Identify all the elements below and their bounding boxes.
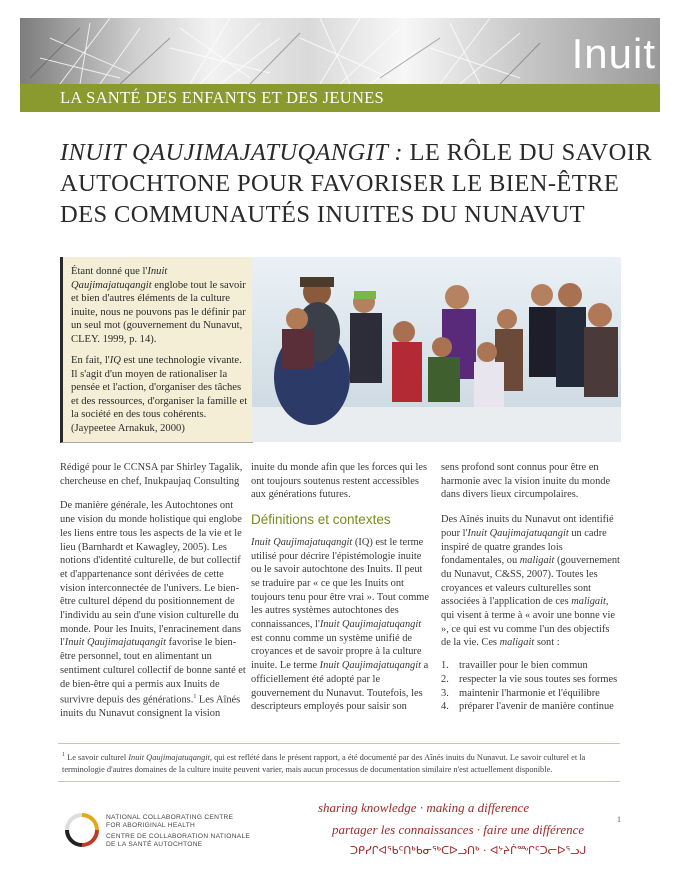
photo-illustration <box>252 257 621 442</box>
footnote-divider-bottom <box>58 781 620 782</box>
tagline-english: sharing knowledge · making a difference <box>318 800 530 815</box>
footnote: $^1$ Le savoir culturel Inuit Qaujimajatuqangit, qui est reflété dans le présent rapport, a été documenté par des Aînés inuits du Nunavut. Le savoir culturel et la terminologie d'autres domaines de la culture inuite peuvent varier, mais aucun processus de documentation similaire n'est actuellement disponible. <box>62 752 586 774</box>
list-item: 1. travailler pour le bien commun <box>441 660 588 672</box>
frosted-pine-illustration <box>20 18 660 84</box>
footnote-divider <box>58 743 620 744</box>
banner-title-inuit: Inuit <box>571 30 656 77</box>
column-3 <box>441 461 621 714</box>
header-banner-image <box>20 18 660 84</box>
col2-continuation: inuite du monde afin que les forces qui les ont toujours soutenus restent accessibles aux générations futures. <box>251 462 428 501</box>
section-heading-definitions: Définitions et contextes <box>251 512 391 528</box>
footnote-ref: 1 <box>193 694 197 701</box>
column-2 <box>251 461 429 714</box>
org-name-french: CENTRE DE COLLABORATION NATIONALE DE LA SANTÉ AUTOCHTONE <box>106 833 251 848</box>
col3-paragraph: Des Aînés inuits du Nunavut ont identifié pour l'Inuit Qaujimajatuqangit un cadre inspiré de quatre grandes lois fondamentales, ou maligait (gouvernement du Nunavut, C&SS, 2007). Toutes les croyances et valeurs culturelles sont associées à l'application de ces maligait, qui visent à terme à « avoir une bonne vie », ce qui est vu comme l'un des objectifs de la vie. Ces maligait sont : <box>441 514 620 649</box>
col1-paragraph: De manière générale, les Autochtones ont une vision du monde holistique qui englobe les liens entre tous les aspects de la vie et le lieu (Barnhardt et Kawagley, 2005). Les notions d'identité culturelle, de but collectif et d'appartenance sont dérivées de cette vision interconnectée de l'univers. Le bien-être culturel dépend du positionnement de l'individu au sein d'une vision culturelle du monde. Pour les Inuits, l'enracinement dans l'Inuit Qaujimajatuqangit favorise le bien-être personnel, tout en alimentant un sentiment culturel collectif de bonne santé et de bien-être qui a permis aux Inuits de survivre depuis des générations.$^1$ Les Aînés inuits du Nunavut consignent la vision <box>60 500 246 720</box>
tagline-french: partager les connaissances · faire une différence <box>332 822 585 837</box>
title-line3: DES COMMUNAUTÉS INUITES DU NUNAVUT <box>60 201 585 228</box>
sidebar-paragraph-2: En fait, l'IQ est une technologie vivante. Il s'agit d'un moyen de rationaliser la pensée et l'action, d'organiser des tâches et des ressources, d'organiser la famille et la société en des tous cohérents. (Jaypeetee Arnakuk, 2000) <box>71 355 248 434</box>
list-item: 2. respecter la vie sous toutes ses formes <box>441 673 618 685</box>
column-1 <box>60 461 246 721</box>
col3-continuation: sens profond sont connus pour être en harmonie avec la vision inuite du monde dans divers lieux circumpolaires. <box>441 462 611 501</box>
col2-paragraph: Inuit Qaujimajatuqangit (IQ) est le terme utilisé pour décrire l'épistémologie inuite ou le savoir autochtone des Inuits. Il peut se traduire par « ce que les Inuits ont toujours tenu pour être vrai ». Tout comme les autres systèmes autochtones des connaissances, l'Inuit Qaujimajatuqangit est connu comme un système unifié de croyances et de savoir propre à la culture inuite. Le terme Inuit Qaujimajatuqangit a officiellement été adopté par le gouvernement du Nunavut. Toutefois, les descripteurs employés pour saisir son <box>251 536 429 713</box>
children-group-photo <box>252 257 621 442</box>
title-line1: LE RÔLE DU SAVOIR <box>409 139 653 166</box>
page-title <box>60 137 660 230</box>
nccah-logo-icon <box>64 812 100 848</box>
title-italic-term: INUIT QAUJIMAJATUQANGIT : <box>60 139 403 166</box>
sidebar-paragraph-1: Étant donné que l'Inuit Qaujimajatuqangit englobe tout le savoir et bien d'autres éléments de la culture inuite, nous ne pouvons pas le définir par un seul mot (gouvernement du Nunavut, CLEY. 1999, p. 14). <box>71 266 246 345</box>
byline: Rédigé pour le CCNSA par Shirley Tagalik, chercheuse en chef, Inukpaujaq Consulting <box>60 462 243 487</box>
org-name-english: NATIONAL COLLABORATING CENTRE FOR ABORIGINAL HEALTH <box>106 814 234 829</box>
quote-sidebar <box>60 257 253 443</box>
tagline-syllabics: ᑐᑭᓯᒋᐊᖃᑦᑎᒃᑲᓂᖅᑕᐅᓗᑎᒃ · ᐊᔾᔨᒌᙱᑦᑐᓕᐅᕐᓗᒍ <box>350 844 587 857</box>
page-number: 1 <box>617 815 621 824</box>
list-item: 4. préparer l'avenir de manière continue <box>441 701 614 713</box>
maligait-list <box>441 659 621 714</box>
section-label: LA SANTÉ DES ENFANTS ET DES JEUNES <box>60 88 385 107</box>
title-line2: AUTOCHTONE POUR FAVORISER LE BIEN-ÊTRE <box>60 170 620 197</box>
list-item: 3. maintenir l'harmonie et l'équilibre <box>441 687 600 699</box>
